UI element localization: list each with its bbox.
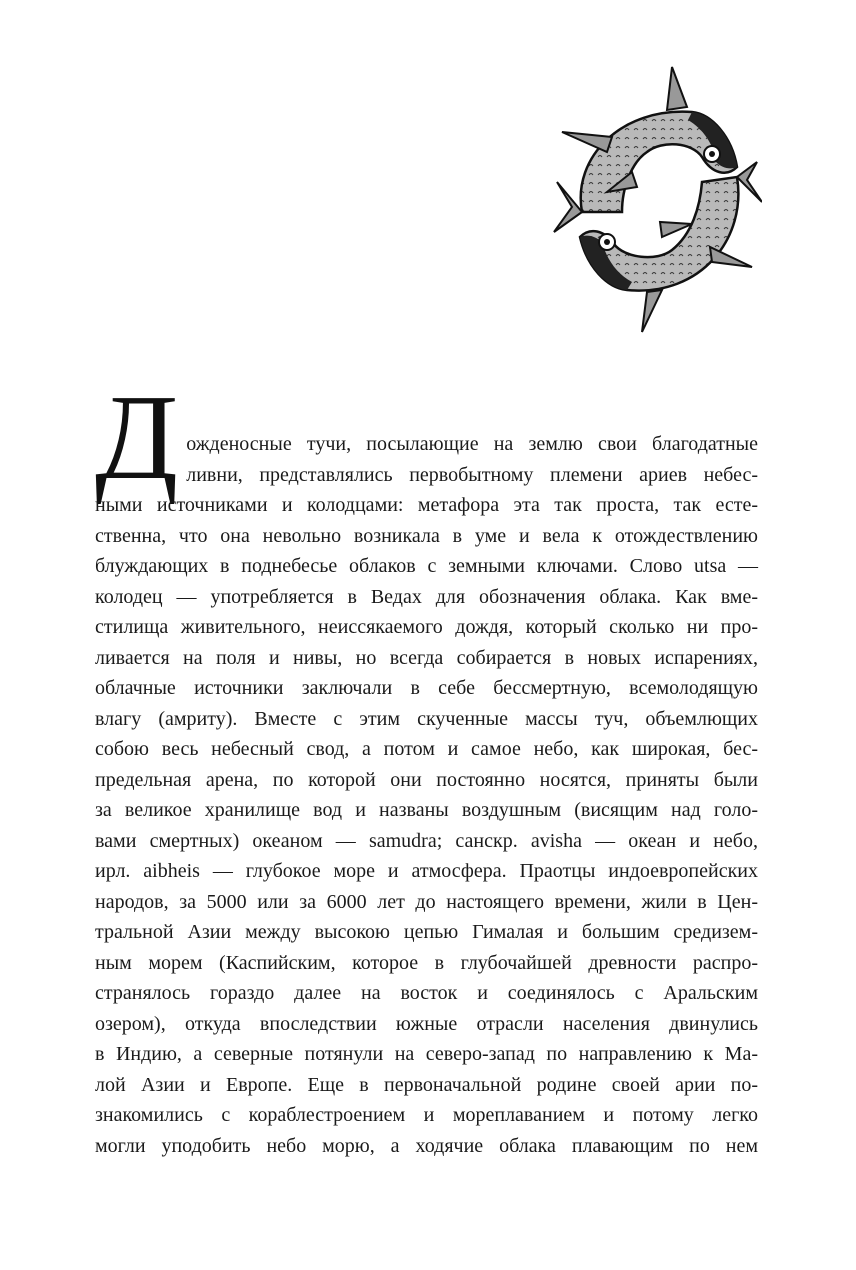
text-line: блуждающих в поднебесье облаков с земными ключами. Слово utsa — xyxy=(95,555,758,577)
text-line: тральной Азии между высокою цепью Гималая и большим средизем- xyxy=(95,921,758,943)
body-text xyxy=(95,370,758,1161)
text-line: народов, за 5000 или за 6000 лет до настоящего времени, жили в Цен- xyxy=(95,890,758,913)
text-line: колодец — употребляется в Ведах для обозначения облака. Как вме- xyxy=(95,585,758,608)
text-line: ными источниками и колодцами: метафора эта так проста, так есте- xyxy=(95,494,758,516)
text-line: предельная арена, по которой они постоянно носятся, приняты были xyxy=(95,768,758,791)
text-line: влагу (амриту). Вместе с этим скученные массы туч, объемлющих xyxy=(95,707,758,730)
text-line: ливни, представлялись первобытному племени ариев небес- xyxy=(186,463,758,486)
two-fish-pisces-icon xyxy=(552,62,762,334)
text-line: облачные источники заключали в себе бессмертную, всемолодящую xyxy=(95,677,758,699)
text-line: собою весь небесный свод, а потом и самое небо, как широкая, бес- xyxy=(95,738,758,760)
text-line: странялось гораздо далее на восток и соединялось с Аральским xyxy=(95,982,758,1004)
text-line: в Индию, а северные потянули на северо-запад по направлению к Ма- xyxy=(95,1043,758,1065)
text-line: вами смертных) океаном — samudra; санскр. avisha — океан и небо, xyxy=(95,829,758,852)
drop-cap: Д xyxy=(95,370,179,505)
text-line: ливается на поля и нивы, но всегда собирается в новых испарениях, xyxy=(95,646,758,669)
text-line: ожденосные тучи, посылающие на землю свои благодатные xyxy=(186,433,758,455)
text-line: стилища живительного, неиссякаемого дождя, который сколько ни про- xyxy=(95,616,758,638)
text-line: знакомились с кораблестроением и мореплаванием и потому легко xyxy=(95,1104,758,1126)
text-line: могли уподобить небо морю, а ходячие облака плавающим по нем xyxy=(95,1134,758,1157)
text-line: ным морем (Каспийским, которое в глубочайшей древности распро- xyxy=(95,951,758,974)
text-line: ирл. aibheis — глубокое море и атмосфера. Праотцы индоевропейских xyxy=(95,860,758,882)
text-line: лой Азии и Европе. Еще в первоначальной родине своей арии по- xyxy=(95,1073,758,1096)
text-line: ственна, что она невольно возникала в уме и вела к отождествлению xyxy=(95,524,758,547)
text-line: озером), откуда впоследствии южные отрасли населения двинулись xyxy=(95,1012,758,1035)
text-line: за великое хранилище вод и названы воздушным (висящим над голо- xyxy=(95,799,758,821)
